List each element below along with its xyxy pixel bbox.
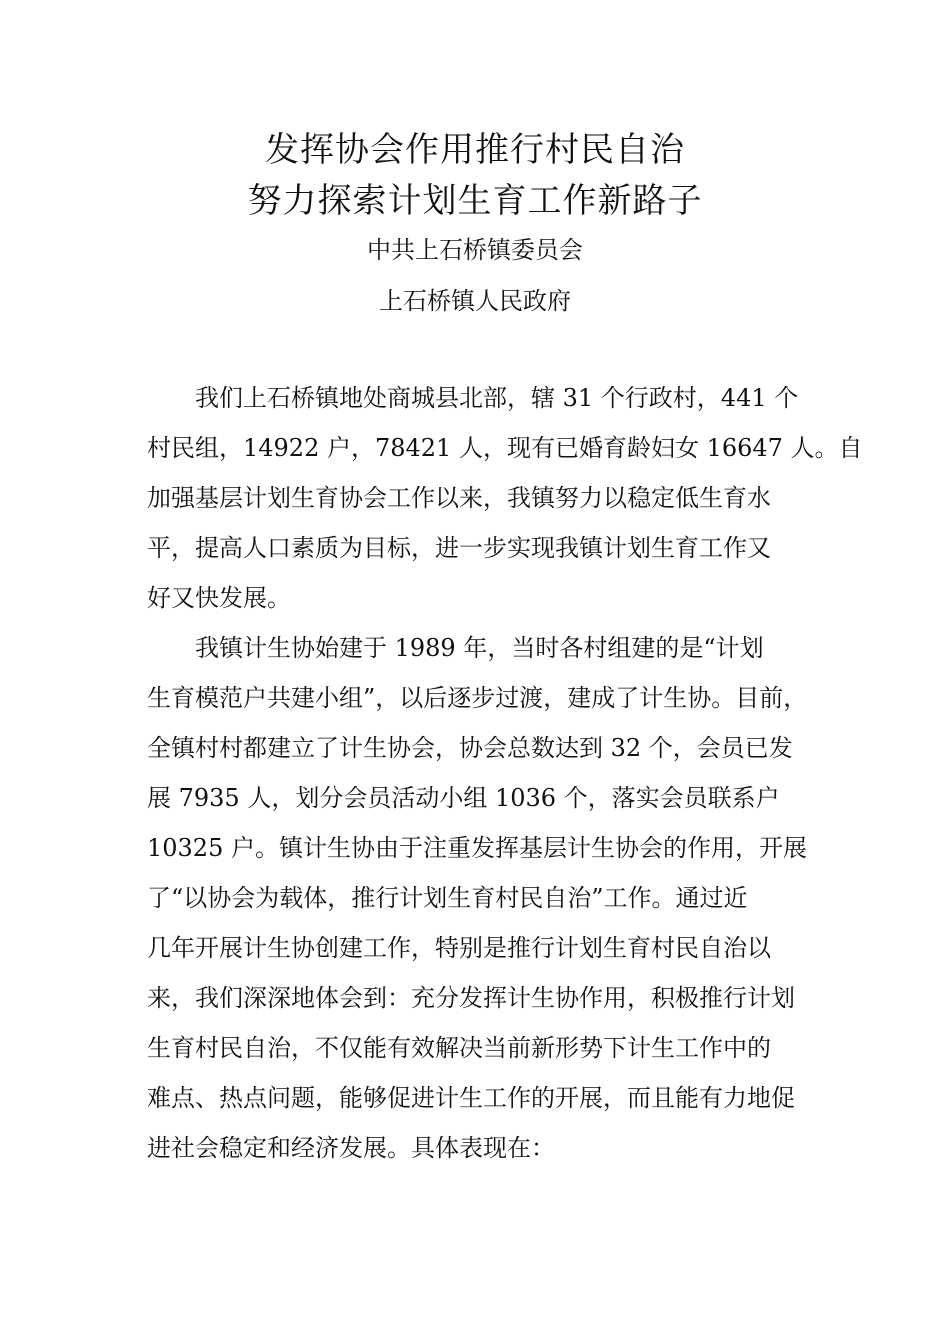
author-organization-1: 中共上石桥镇委员会 bbox=[367, 236, 583, 264]
paragraph-line: 进社会稳定和经济发展。具体表现在： bbox=[147, 1134, 555, 1162]
paragraph-line: 全镇村村都建立了计生协会，协会总数达到 32 个，会员已发 bbox=[147, 734, 793, 762]
paragraph-line: 了“以协会为载体，推行计划生育村民自治”工作。通过近 bbox=[147, 884, 748, 912]
paragraph-line: 我们上石桥镇地处商城县北部，辖 31 个行政村，441 个 bbox=[195, 384, 799, 412]
paragraph-line: 我镇计生协始建于 1989 年，当时各村组建的是“计划 bbox=[195, 634, 764, 662]
paragraph-line: 村民组，14922 户，78421 人，现有已婚育龄妇女 16647 人。自 bbox=[147, 434, 863, 462]
paragraph-line: 难点、热点问题，能够促进计生工作的开展，而且能有力地促 bbox=[147, 1084, 795, 1112]
paragraph-line: 生育村民自治，不仅能有效解决当前新形势下计生工作中的 bbox=[147, 1034, 771, 1062]
paragraph-line: 展 7935 人，划分会员活动小组 1036 个，落实会员联系户 bbox=[147, 784, 780, 812]
paragraph-line: 生育模范户共建小组”，以后逐步过渡，建成了计生协。目前， bbox=[147, 684, 808, 712]
paragraph-line: 来，我们深深地体会到：充分发挥计生协作用，积极推行计划 bbox=[147, 984, 795, 1012]
paragraph-line: 几年开展计生协创建工作，特别是推行计划生育村民自治以 bbox=[147, 934, 771, 962]
paragraph-line: 平，提高人口素质为目标，进一步实现我镇计划生育工作又 bbox=[147, 534, 771, 562]
document-title-line-2: 努力探索计划生育工作新路子 bbox=[247, 181, 703, 221]
paragraph-line: 加强基层计划生育协会工作以来，我镇努力以稳定低生育水 bbox=[147, 484, 771, 512]
paragraph-line: 好又快发展。 bbox=[147, 584, 291, 612]
document-title-line-1: 发挥协会作用推行村民自治 bbox=[265, 130, 685, 170]
author-organization-2: 上石桥镇人民政府 bbox=[379, 287, 571, 315]
paragraph-line: 10325 户。镇计生协由于注重发挥基层计生协会的作用，开展 bbox=[147, 834, 807, 862]
